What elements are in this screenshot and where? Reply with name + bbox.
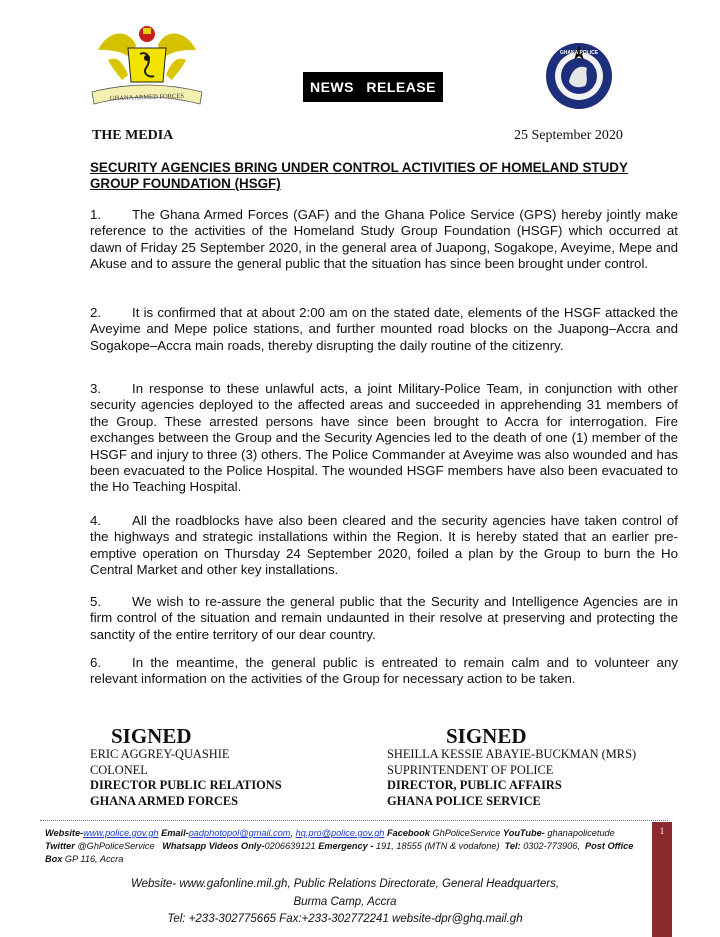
gaf-footer-line-2: Burma Camp, Accra <box>293 895 397 908</box>
ghana-police-logo <box>545 42 613 110</box>
headline: SECURITY AGENCIES BRING UNDER CONTROL ACTIVITIES OF HOMELAND STUDY GROUP FOUNDATION (HSGF) <box>90 160 628 191</box>
paragraph-1 <box>90 207 678 273</box>
paragraph-number: 4. <box>90 513 102 528</box>
signatory-rank: SUPRINTENDENT OF POLICE <box>387 762 554 777</box>
youtube-label: YouTube- <box>502 828 545 838</box>
tel-number: 0302-773906, <box>523 841 580 851</box>
signature-block-gaf <box>90 747 282 809</box>
svg-text:GHANA ARMED FORCES: GHANA ARMED FORCES <box>109 92 185 103</box>
signed-label-police: SIGNED <box>446 724 527 748</box>
gaf-footer-line-1: Website- www.gafonline.mil.gh, Public Relations Directorate, General Headquarters, <box>130 878 560 890</box>
signatory-name: ERIC AGGREY-QUASHIE <box>90 747 230 761</box>
signatory-rank: COLONEL <box>90 762 148 777</box>
facebook-label: Facebook <box>386 828 430 838</box>
paragraph-text: We wish to re-assure the general public that the Security and Intelligence Agencies are in firm control of the situation and remain undaunted in their resolve at preserving and protecting the sanctity of the entire territory of our dear country. <box>90 594 678 642</box>
police-website-link[interactable]: www.police.gov.gh <box>83 828 159 838</box>
gaf-contact-info <box>60 876 630 929</box>
svg-text:GHANA POLICE: GHANA POLICE <box>559 50 599 56</box>
footer-accent-bar <box>652 822 672 937</box>
email-link-2[interactable]: hq.pro@police.gov.gh <box>295 828 385 838</box>
youtube-handle: ghanapolicetude <box>547 828 615 838</box>
paragraph-number: 1. <box>90 207 102 222</box>
footer-divider <box>40 820 668 821</box>
emergency-numbers: 191, 18555 (MTN & vodafone) <box>375 841 500 851</box>
whatsapp-number: 0206639121 <box>264 841 316 851</box>
website-label: Website- <box>45 828 84 838</box>
twitter-label: Twitter <box>45 841 75 851</box>
paragraph-number: 2. <box>90 305 102 320</box>
ghana-armed-forces-logo <box>88 20 206 108</box>
signature-block-police <box>387 747 636 809</box>
paragraph-text: The Ghana Armed Forces (GAF) and the Ghana Police Service (GPS) hereby jointly make reference to the activities of the Homeland Study Group Foundation (HSGF) which occurred at dawn of Friday 25 September 2020, in the general area of Juapong, Sogakope, Aveyime, Mepe and Akuse and to assure the general public that the situation has since been brought under control. <box>90 207 678 272</box>
facebook-handle: GhPoliceService <box>432 828 501 838</box>
page-number: 1 <box>659 826 665 836</box>
signatory-name: SHEILLA KESSIE ABAYIE-BUCKMAN (MRS) <box>387 747 637 761</box>
paragraph-number: 6. <box>90 655 102 670</box>
paragraph-text: All the roadblocks have also been cleared and the security agencies have taken control of the highways and strategic installations within the Region. It is hereby stated that an earlier pre-emptive operation on Thursday 24 September 2020, foiled a plan by the Group to burn the Ho Central Market and other key installations. <box>90 513 678 578</box>
email-label: Email- <box>161 828 189 838</box>
paragraph-2 <box>90 305 678 354</box>
whatsapp-label: Whatsapp Videos Only- <box>162 841 265 851</box>
signed-label-gaf: SIGNED <box>111 724 192 748</box>
paragraph-text: In the meantime, the general public is entreated to remain calm and to volunteer any relevant information on the activities of the Group for necessary action to be taken. <box>90 655 678 687</box>
signatory-title: DIRECTOR, PUBLIC AFFAIRS <box>387 778 562 792</box>
paragraph-text: In response to these unlawful acts, a joint Military-Police Team, in conjunction with other security agencies deployed to the affected areas and succeeded in apprehending 31 members of the Group. These arrested persons have since been brought to Accra for interrogation. Fire exchanges between the Group and the Security Agencies led to the death of one (1) member of the HSGF and injury to three (3) others. The Police Commander at Aveyime was also wounded and has been evacuated to the Police Hospital. The wounded HSGF members have also been evacuated to the Ho Teaching Hospital. <box>90 381 678 495</box>
paragraph-number: 5. <box>90 594 102 609</box>
police-contact-info: Website-www.police.gov.gh Email-padphotopol@gmail.com, hq.pro@police.gov.gh Facebook GhPoliceService YouTube- ghanapolicetude Twitter @GhPoliceService Whatsapp Videos Only-0206639121 Emergency - 191, 18555 (MTN & vodafone) Tel: 0302-773906, Post Office Box GP 116, Accra <box>45 828 634 864</box>
emergency-label: Emergency - <box>318 841 374 851</box>
gaf-footer-line-3: Tel: +233-302775665 Fax:+233-302772241 website-dpr@ghq.mail.gh <box>167 913 523 925</box>
news-release-banner: NEWS RELEASE <box>303 72 443 102</box>
paragraph-number: 3. <box>90 381 102 396</box>
post-office-box: GP 116, Accra <box>64 854 124 864</box>
paragraph-5 <box>90 594 678 643</box>
paragraph-3 <box>90 381 678 496</box>
post-office-label: Post Office Box <box>45 841 634 864</box>
addressee: THE MEDIA <box>92 128 174 143</box>
release-date: 25 September 2020 <box>514 128 623 143</box>
email-link-1[interactable]: padphotopol@gmail.com <box>188 828 291 838</box>
twitter-handle: @GhPoliceService <box>77 841 155 851</box>
paragraph-6 <box>90 655 678 688</box>
signatory-title: DIRECTOR PUBLIC RELATIONS <box>90 778 282 792</box>
paragraph-text: It is confirmed that at about 2:00 am on the stated date, elements of the HSGF attacked the Aveyime and Mepe police stations, and further mounted road blocks on the Juapong–Accra and Sogakope–Accra main roads, thereby disrupting the daily routine of the citizenry. <box>90 305 678 353</box>
signatory-org: GHANA ARMED FORCES <box>90 793 239 808</box>
signatory-org: GHANA POLICE SERVICE <box>387 793 541 808</box>
tel-label: Tel: <box>504 841 521 851</box>
paragraph-4 <box>90 513 678 579</box>
